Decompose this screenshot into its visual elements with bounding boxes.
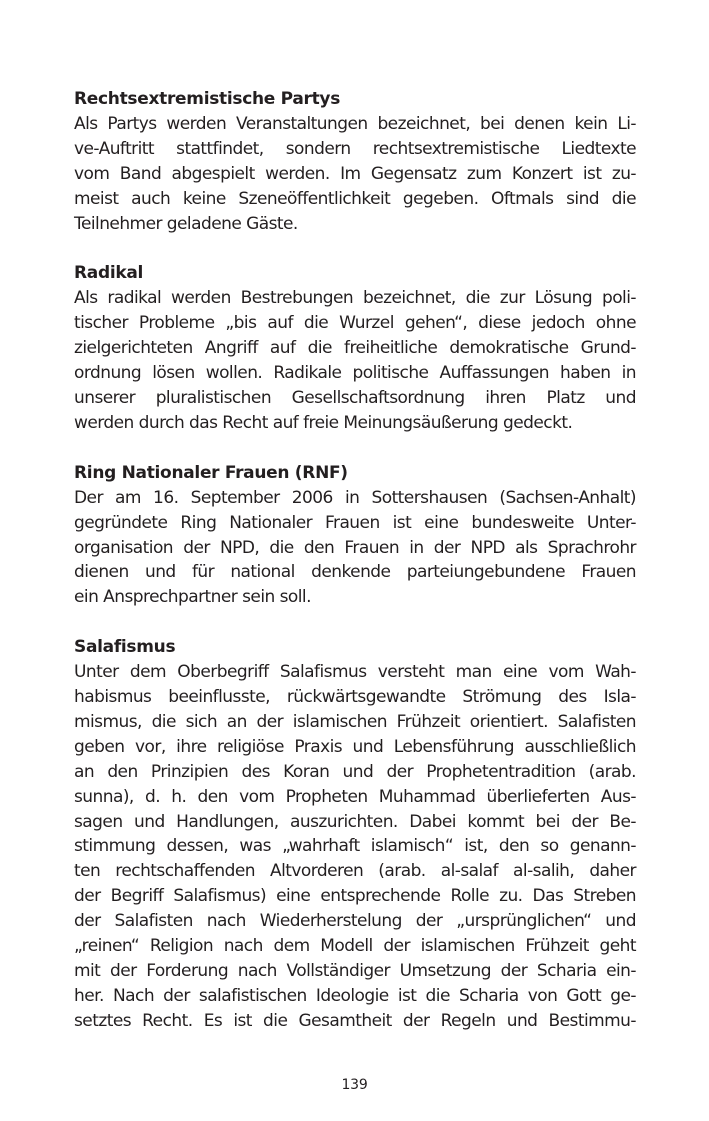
entry-text-line: ordnung lösen wollen. Radikale politische Auffassungen haben in: [74, 363, 636, 384]
entry-text-line: der Begriff Salafismus) eine entsprechende Rolle zu. Das Streben: [74, 886, 636, 907]
entry-text-line: organisation der NPD, die den Frauen in der NPD als Sprachrohr: [74, 537, 636, 558]
entry-text-line: sunna), d. h. den vom Propheten Muhammad überlieferten Aus-: [74, 786, 636, 807]
entry-text-line: habismus beeinflusste, rückwärtsgewandte Strömung des Isla-: [74, 687, 636, 708]
entry-text-line: her. Nach der salafistischen Ideologie ist die Scharia von Gott ge-: [74, 985, 636, 1006]
entry-text-line: setztes Recht. Es ist die Gesamtheit der Regeln und Bestimmu-: [74, 1010, 636, 1031]
entry-text-line: an den Prinzipien des Koran und der Prophetentradition (arab.: [74, 761, 636, 782]
entry-heading: Salafismus: [74, 637, 176, 658]
entry-text-line: werden durch das Recht auf freie Meinungsäußerung gedeckt.: [74, 412, 573, 433]
glossary-entry-ring-nationaler-frauen: [74, 461, 636, 610]
entry-heading: Radikal: [74, 263, 144, 284]
entry-text-line: Als radikal werden Bestrebungen bezeichnet, die zur Lösung poli-: [74, 288, 636, 309]
entry-text-line: geben vor, ihre religiöse Praxis und Lebensführung ausschließlich: [74, 736, 636, 757]
entry-text-line: tischer Probleme „bis auf die Wurzel gehen“, diese jedoch ohne: [74, 313, 636, 334]
glossary-entry-rechtsextremistische-partys: [74, 87, 636, 236]
entry-text-line: der Salafisten nach Wiederherstelung der „ursprünglichen“ und: [74, 911, 636, 932]
entry-text-line: Teilnehmer geladene Gäste.: [74, 213, 298, 234]
glossary-entry-radikal: [74, 261, 636, 435]
page-body: [74, 87, 636, 1059]
entry-text-line: sagen und Handlungen, auszurichten. Dabei kommt bei der Be-: [74, 811, 636, 832]
entry-text-line: „reinen“ Religion nach dem Modell der islamischen Frühzeit geht: [74, 936, 636, 957]
entry-text-line: mismus, die sich an der islamischen Frühzeit orientiert. Salafisten: [74, 711, 636, 732]
entry-text-line: ten rechtschaffenden Altvorderen (arab. al-salaf al-salih, daher: [74, 861, 636, 882]
entry-text-line: Der am 16. September 2006 in Sottershausen (Sachsen-Anhalt): [74, 487, 636, 508]
entry-text-line: mit der Forderung nach Vollständiger Umsetzung der Scharia ein-: [74, 961, 636, 981]
entry-text-line: dienen und für national denkende parteiungebundene Frauen: [74, 562, 636, 583]
entry-text-line: zielgerichteten Angriff auf die freiheitliche demokratische Grund-: [74, 338, 636, 359]
entry-text-line: vom Band abgespielt werden. Im Gegensatz zum Konzert ist zu-: [74, 163, 636, 184]
entry-text-line: gegründete Ring Nationaler Frauen ist eine bundesweite Unter-: [74, 512, 636, 533]
entry-text-line: stimmung dessen, was „wahrhaft islamisch“ ist, den so genann-: [74, 836, 636, 857]
entry-heading: Ring Nationaler Frauen (RNF): [74, 462, 348, 483]
entry-text-line: meist auch keine Szeneöffentlichkeit gegeben. Oftmals sind die: [74, 188, 636, 209]
entry-text-line: Als Partys werden Veranstaltungen bezeichnet, bei denen kein Li-: [74, 113, 636, 134]
entry-text-line: ein Ansprechpartner sein soll.: [74, 587, 311, 608]
glossary-entry-salafismus: [74, 635, 636, 1034]
entry-text-line: unserer pluralistischen Gesellschaftsordnung ihren Platz und: [74, 387, 636, 408]
entry-text-line: ve-Auftritt stattfindet, sondern rechtsextremistische Liedtexte: [74, 138, 636, 159]
entry-text-line: Unter dem Oberbegriff Salafismus versteht man eine vom Wah-: [74, 662, 636, 683]
page-number: 139: [341, 1077, 368, 1093]
entry-heading: Rechtsextremistische Partys: [74, 89, 341, 109]
